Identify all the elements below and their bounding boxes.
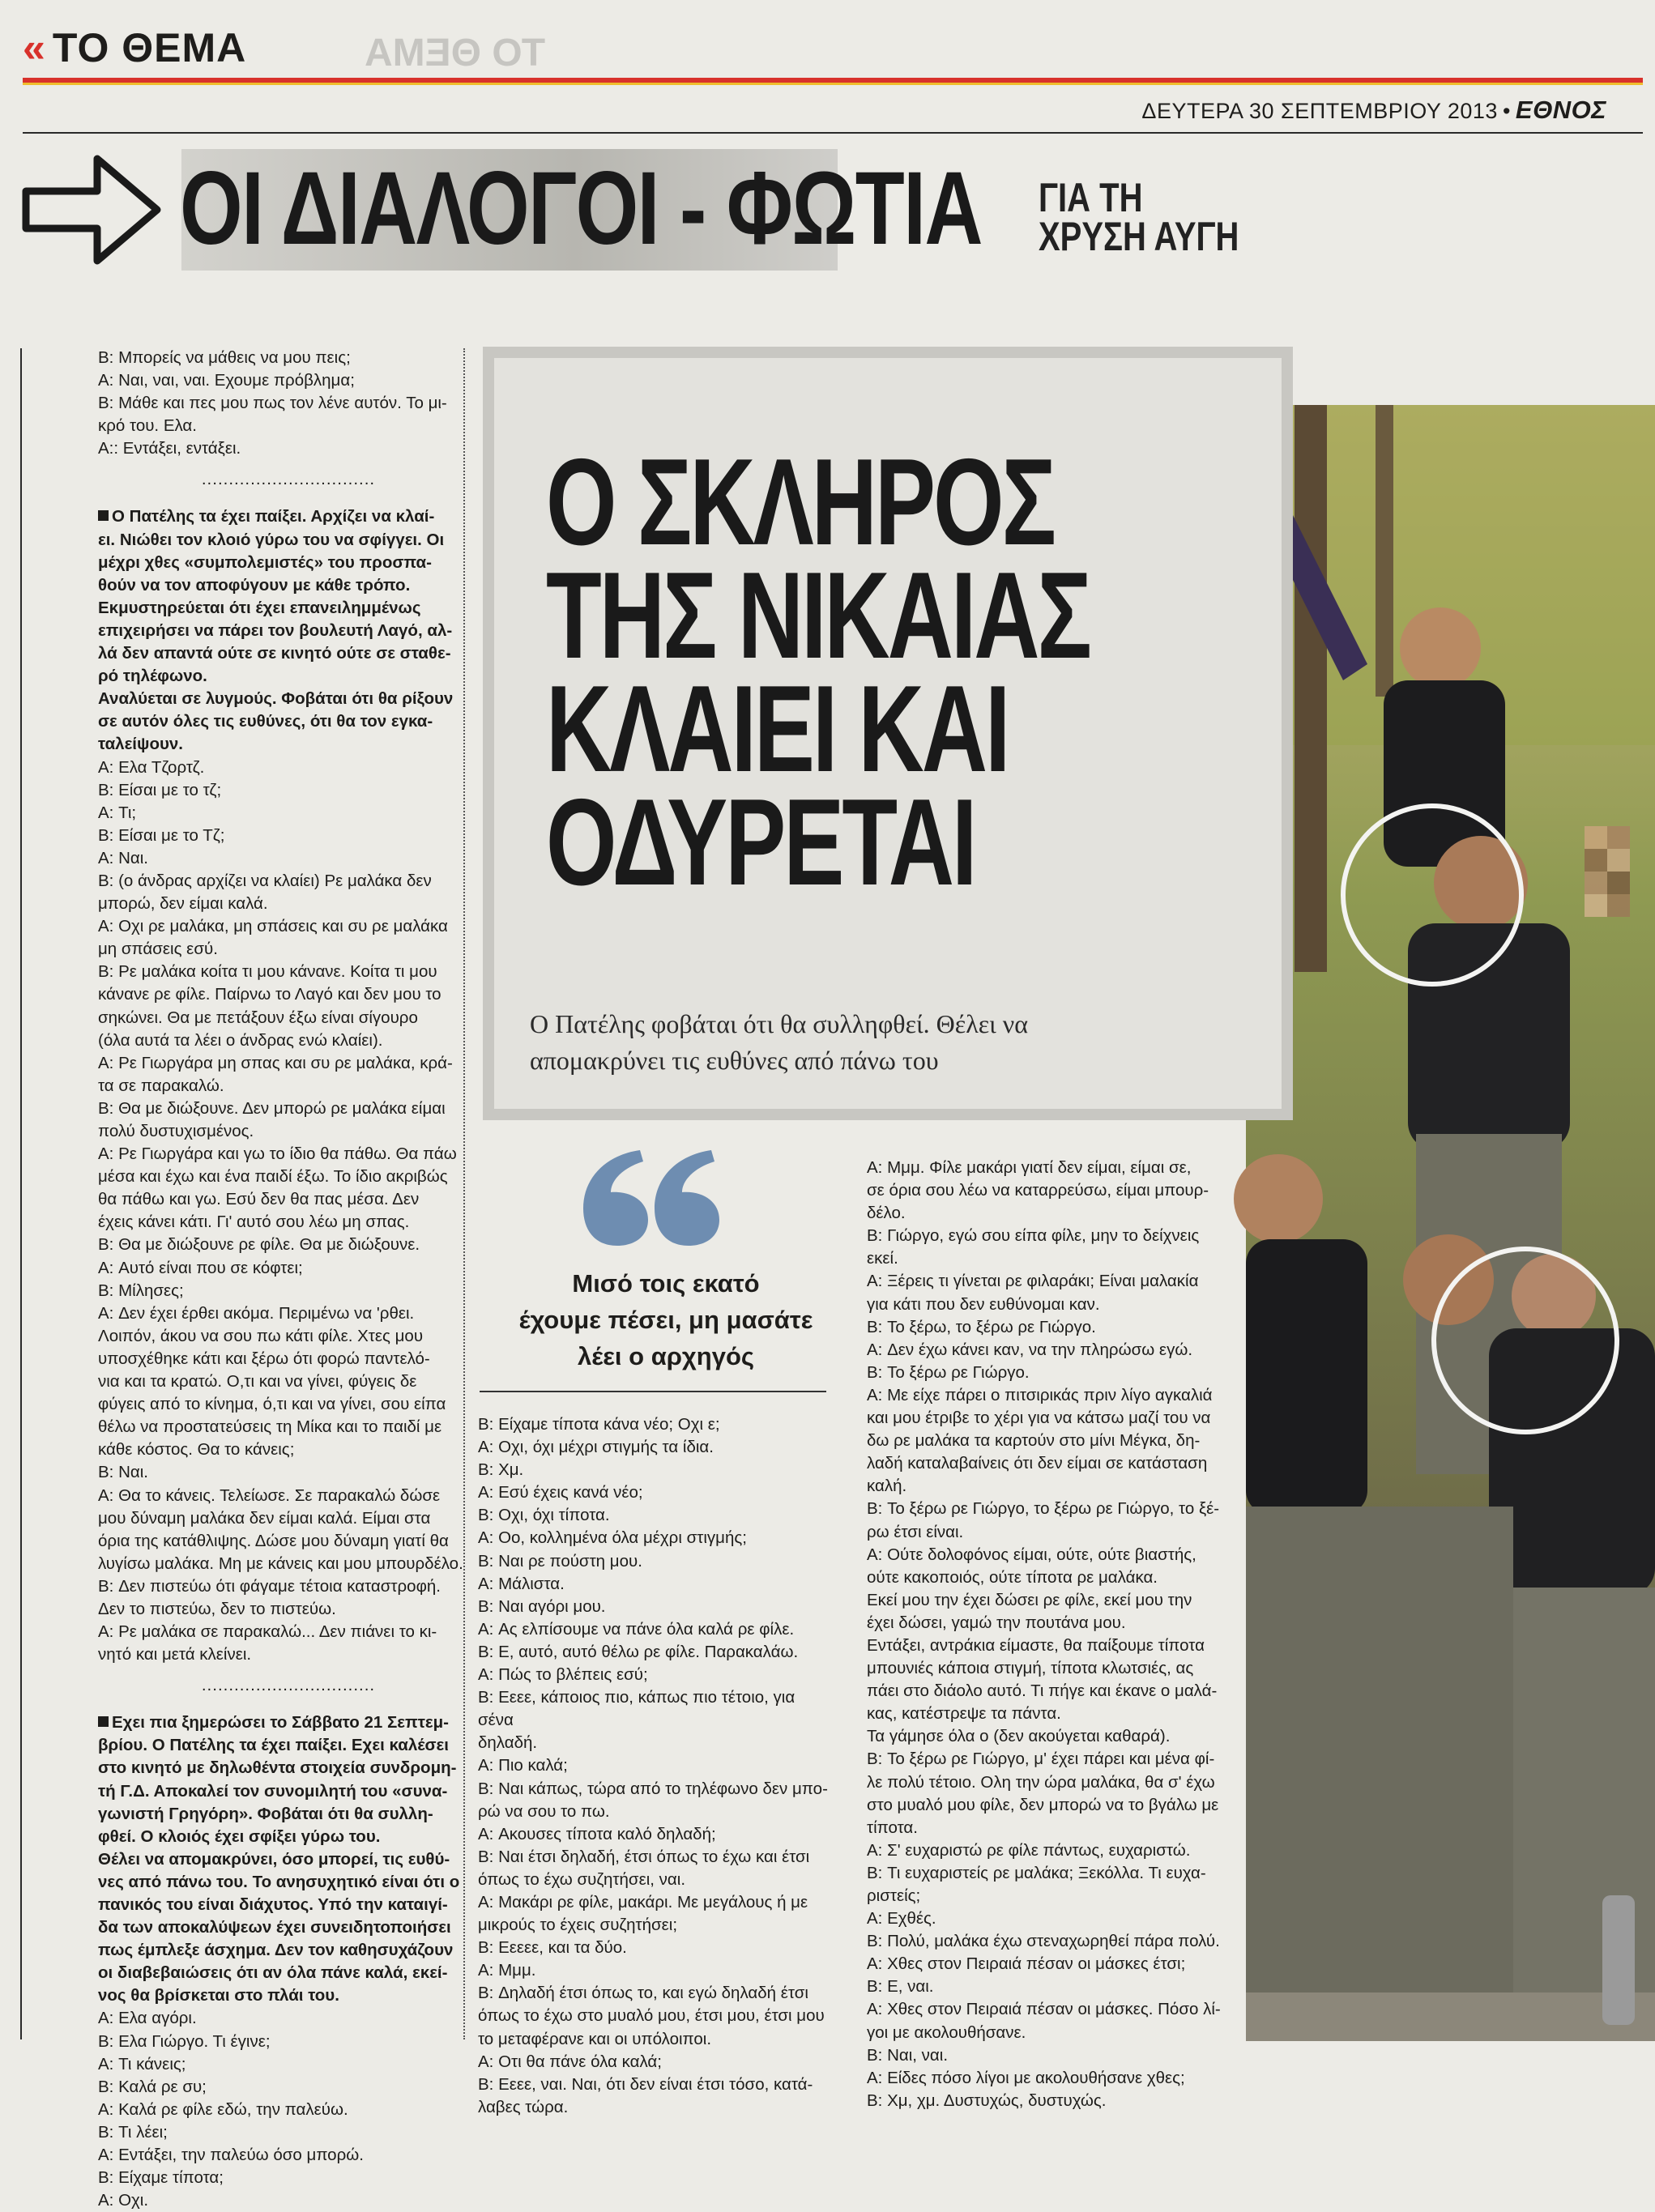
arrow-right-icon bbox=[19, 149, 165, 271]
dialogue-line: μπορώ, δεν είμαι καλά. bbox=[98, 894, 268, 914]
dialogue-line: A: Με είχε πάρει ο πιτσιρικάς πριν λίγο αγκαλιά bbox=[867, 1385, 1213, 1404]
dialogue-line: δω ρε μαλάκα τα καρτούν στο μίνι Μέγκα, δη- bbox=[867, 1431, 1201, 1451]
dialogue-line: B: Θα με διώξουνε. Δεν μπορώ ρε μαλάκα είμαι bbox=[98, 1098, 446, 1118]
dialogue-line: B: (ο άνδρας αρχίζει να κλαίει) Ρε μαλάκα δεν bbox=[98, 871, 432, 890]
narrative-line: πανικός του είναι διάχυτος. Υπό την καταιγί- bbox=[98, 1895, 448, 1914]
dialogue-line: B: Μάθε και πες μου πως τον λένε αυτόν. Το μι- bbox=[98, 394, 447, 413]
dialogue-line: γοι με ακολουθήσανε. bbox=[867, 2022, 1026, 2042]
dialogue-line: A: Μμμ. bbox=[478, 1961, 536, 1980]
pull-quote-line: έχουμε πέσει, μη μασάτε bbox=[518, 1306, 813, 1334]
dialogue-line: B: Είχαμε τίποτα κάνα νέο; Οχι ε; bbox=[478, 1415, 720, 1434]
headline bbox=[546, 433, 1090, 911]
dialogue-line: μέσα και έχω και ένα παιδί έξω. Το ίδιο ακριβώς bbox=[98, 1167, 448, 1187]
dialogue-line: B: Το ξέρω ρε Γιώργο, το ξέρω ρε Γιώργο, το ξέ- bbox=[867, 1499, 1220, 1519]
dialogue-line: κρό του. Ελα. bbox=[98, 416, 197, 436]
dialogue-line: λυγίσω μαλάκα. Μη με κάνεις και μου μπουρδέλο. bbox=[98, 1554, 463, 1573]
dialogue-line: B: Θα με διώξουνε ρε φίλε. Θα με διώξουνε. bbox=[98, 1235, 420, 1255]
dialogue-line: A: Οτι θα πάνε όλα καλά; bbox=[478, 2052, 662, 2071]
dialogue-line: δηλαδή. bbox=[478, 1733, 538, 1753]
narrative-line: βρίου. Ο Πατέλης τα έχει παίξει. Εχει καλέσει bbox=[98, 1736, 449, 1755]
narrative-line: δα των αποκαλύψεων έχει συνειδητοποιήσει bbox=[98, 1918, 451, 1937]
narrative-paragraph bbox=[98, 1711, 479, 2007]
quote-mark-icon bbox=[583, 1150, 721, 1247]
dialogue-line: B: Τι ευχαριστείς ρε μαλάκα; Ξεκόλλα. Τι ευχα- bbox=[867, 1863, 1206, 1882]
dialogue-line: A: Αυτό είναι που σε κόφτει; bbox=[98, 1258, 303, 1277]
dialogue-line: θέλω να προστατεύσεις τη Μίκα και το παιδί με bbox=[98, 1417, 442, 1437]
dialogue-line: (όλα αυτά τα λέει ο άνδρας ενώ κλαίει). bbox=[98, 1030, 383, 1050]
dialogue-line: A: Τι; bbox=[98, 803, 137, 822]
dialogue-line: B: Καλά ρε συ; bbox=[98, 2077, 207, 2096]
dialogue-line: B: Χμ. bbox=[478, 1460, 524, 1480]
bullet-square-icon bbox=[98, 1716, 109, 1727]
pull-quote-line: Μισό τοις εκατό bbox=[572, 1269, 760, 1298]
dialogue-line: πάει στο διάολο αυτό. Τι πήγε και έκανε ο μαλά- bbox=[867, 1681, 1218, 1701]
dialogue-line: B: Το ξέρω ρε Γιώργο. bbox=[867, 1362, 1030, 1382]
dialogue-line: μικρούς το έχεις συζητήσει; bbox=[478, 1916, 678, 1935]
dialogue-line: μπουνιές κάποια στιγμή, τίποτα κλωτσιές, ας bbox=[867, 1659, 1194, 1678]
dialogue-line: και μου έτριβε το χέρι για να κάτσω μαζί του να bbox=[867, 1409, 1211, 1428]
dialogue-line: A: Πώς το βλέπεις εσύ; bbox=[478, 1665, 648, 1685]
narrative-line: στο κινητό με δηλωθέντα στοιχεία συνδρομη- bbox=[98, 1758, 457, 1778]
narrative-line: ταλείψουν. bbox=[98, 735, 184, 754]
headline-box bbox=[483, 347, 1293, 1120]
dialogue-line: ούτε κακοποιός, ούτε τίποτα ρε μαλάκα. bbox=[867, 1567, 1158, 1587]
dialogue-line: A: Σ' ευχαριστώ ρε φίλε πάντως, ευχαριστώ. bbox=[867, 1840, 1191, 1860]
dialogue-line: όπως το έχω στο μυαλό μου, έτσι μου, έτσι μου bbox=[478, 2006, 825, 2026]
dialogue-line: έχεις κάνει κάτι. Γι' αυτό σου λέω μη σπας. bbox=[98, 1213, 410, 1232]
dialogue-line: B: Δεν πιστεύω ότι φάγαμε τέτοια καταστροφή. bbox=[98, 1576, 441, 1596]
dialogue-line: καλή. bbox=[867, 1477, 907, 1496]
dialogue-line: A: Θα το κάνεις. Τελείωσε. Σε παρακαλώ δώσε bbox=[98, 1485, 441, 1505]
dialogue-line: A: Δεν έχω κάνει καν, να την πληρώσω εγώ. bbox=[867, 1340, 1193, 1359]
section-subtitle bbox=[1039, 175, 1239, 259]
dialogue-line: A: Ακουσες τίποτα καλό δηλαδή; bbox=[478, 1824, 716, 1843]
dialogue-line: μου δύναμη μαλάκα δεν είμαι καλά. Είμαι στα bbox=[98, 1508, 431, 1528]
dotted-separator: ................................ bbox=[201, 470, 376, 489]
newspaper-brand: ΕΘΝΟΣ bbox=[1515, 96, 1606, 124]
dialogue-line: υποσχέθηκε κάτι και ξέρω ότι φορώ παντελό- bbox=[98, 1349, 430, 1368]
right-column bbox=[867, 1157, 1256, 2112]
dialogue-line: B: Δηλαδή έτσι όπως το, και εγώ δηλαδή έτσι bbox=[478, 1984, 808, 2003]
dialogue-line: ρώ να σου το πω. bbox=[478, 1801, 610, 1821]
pull-quote bbox=[496, 1265, 836, 1375]
dialogue-line: B: Ναι ρε πούστη μου. bbox=[478, 1551, 642, 1571]
dialogue-line: στο μυαλό μου φίλε, δεν μπορώ να το βγάλω με bbox=[867, 1795, 1219, 1814]
narrative-line: μέχρι χθες «συμπολεμιστές» του προσπα- bbox=[98, 552, 432, 572]
accent-stripe-yellow bbox=[23, 83, 1643, 85]
narrative-line: Ο Πατέλης τα έχει παίξει. Αρχίζει να κλαί- bbox=[112, 507, 435, 526]
narrative-line: λά δεν απαντά ούτε σε κινητό ούτε σε σταθε- bbox=[98, 644, 451, 663]
dialogue-line: B: Εεεε, κάποιος πιο, κάπως πιο τέτοιο, για σένα bbox=[478, 1688, 796, 1730]
dialogue-line: B: Είχαμε τίποτα; bbox=[98, 2168, 224, 2188]
dialogue-line: κάθε κόστος. Θα το κάνεις; bbox=[98, 1440, 295, 1460]
left-column-rule bbox=[20, 348, 22, 2039]
dialogue-line: B: Γιώργο, εγώ σου είπα φίλε, μην το δείχνεις bbox=[867, 1226, 1200, 1246]
dialogue-line: A: Ελα Τζορτζ. bbox=[98, 757, 205, 777]
headline-line: ΤΗΣ ΝΙΚΑΙΑΣ bbox=[546, 547, 1090, 684]
narrative-line: Εκμυστηρεύεται ότι έχει επανειλημμένως bbox=[98, 598, 421, 617]
left-column bbox=[98, 347, 479, 2212]
dialogue-line: A: Ελα αγόρι. bbox=[98, 2009, 197, 2028]
dialogue-line: A: Ναι, ναι, ναι. Εχουμε πρόβλημα; bbox=[98, 371, 355, 390]
dialogue-line: B: Ναι. bbox=[98, 1463, 148, 1482]
narrative-line: τή Γ.Δ. Αποκαλεί τον συνομιλητή του «συνα- bbox=[98, 1781, 448, 1801]
dialogue-line: εκεί. bbox=[867, 1249, 898, 1268]
center-column bbox=[478, 1413, 830, 2119]
narrative-line: ρό τηλέφωνο. bbox=[98, 667, 207, 686]
section-title: ΟΙ ΔΙΑΛΟΓΟΙ - ΦΩΤΙΑ bbox=[180, 151, 982, 266]
dialogue-line: το μεταφέρανε και οι υπόλοιποι. bbox=[478, 2029, 712, 2048]
dialogue-line: B: Είσαι με το τζ; bbox=[98, 780, 222, 799]
dialogue-line: B: Οχι, όχι τίποτα. bbox=[478, 1506, 610, 1525]
dialogue-line: B: Ναι αγόρι μου. bbox=[478, 1596, 606, 1616]
dialogue-line: A: Τι κάνεις; bbox=[98, 2054, 186, 2073]
dialogue-line: κας, κατέστρεψε τα πάντα. bbox=[867, 1704, 1061, 1724]
dialogue-line: τίποτα. bbox=[867, 1818, 918, 1837]
dialogue-line: A:: Εντάξει, εντάξει. bbox=[98, 439, 241, 458]
headline-line: ΚΛΑΙΕΙ ΚΑΙ bbox=[546, 660, 1009, 798]
dialogue-line: Δεν το πιστεύω, δεν το πιστεύω. bbox=[98, 1599, 336, 1618]
dialogue-line: A: Ξέρεις τι γίνεται ρε φιλαράκι; Είναι μαλακία bbox=[867, 1272, 1199, 1291]
dialogue-block bbox=[98, 2007, 479, 2212]
dialogue-line: A: Δεν έχει έρθει ακόμα. Περιμένω να 'ρθει. bbox=[98, 1303, 415, 1323]
masthead-rule bbox=[23, 132, 1643, 134]
dialogue-line: B: Το ξέρω ρε Γιώργο, μ' έχει πάρει και μένα φί- bbox=[867, 1750, 1215, 1769]
dialogue-line: Τα γάμησε όλα ο (δεν ακούγεται καθαρά). bbox=[867, 1727, 1171, 1746]
dialogue-line: A: Μμμ. Φίλε μακάρι γιατί δεν είμαι, είμαι σε, bbox=[867, 1158, 1192, 1177]
dialogue-line: A: Χθες στον Πειραιά πέσαν οι μάσκες. Πόσο λί- bbox=[867, 2000, 1221, 2019]
narrative-line: οι διαβεβαιώσεις ότι αν όλα πάνε καλά, εκεί- bbox=[98, 1963, 448, 1983]
dialogue-line: θα πάθω και γω. Εσύ δεν θα πας μέσα. Δεν bbox=[98, 1190, 420, 1209]
narrative-line: σε αυτόν όλες τις ευθύνες, ότι θα τον εγκα- bbox=[98, 712, 433, 731]
dialogue-line: A: Είδες πόσο λίγοι με ακολουθήσανε χθες; bbox=[867, 2068, 1185, 2087]
narrative-line: Αναλύεται σε λυγμούς. Φοβάται ότι θα ρίξουν bbox=[98, 689, 454, 709]
dialogue-line: A: Ούτε δολοφόνος είμαι, ούτε, ούτε βιαστής, bbox=[867, 1545, 1196, 1564]
dialogue-line: όρια της κατάθλιψης. Δώσε μου δύναμη γιατί θα bbox=[98, 1531, 449, 1550]
dialogue-line: δέλο. bbox=[867, 1204, 906, 1223]
dialogue-line: μη σπάσεις εσύ. bbox=[98, 940, 218, 959]
issue-date: ΔΕΥΤΕΡΑ 30 ΣΕΠΤΕΜΒΡΙΟΥ 2013 bbox=[1141, 99, 1498, 123]
standfirst-line: απομακρύνει τις ευθύνες από πάνω του bbox=[530, 1046, 939, 1075]
dialogue-line: A: Εντάξει, την παλεύω όσο μπορώ. bbox=[98, 2146, 364, 2165]
dialogue-line: B: Εεεεε, και τα δύο. bbox=[478, 1938, 627, 1958]
dialogue-line: B: Ε, ναι. bbox=[867, 1977, 934, 1997]
headline-line: Ο ΣΚΛΗΡΟΣ bbox=[546, 433, 1055, 571]
dialogue-line: A: Μακάρι ρε φίλε, μακάρι. Με μεγάλους ή με bbox=[478, 1892, 808, 1912]
dialogue-line: A: Ας ελπίσουμε να πάνε όλα καλά ρε φίλε. bbox=[478, 1619, 795, 1639]
section-header bbox=[19, 143, 1316, 280]
dialogue-block bbox=[98, 757, 479, 1667]
dialogue-line: B: Ναι έτσι δηλαδή, έτσι όπως το έχω και έτσι bbox=[478, 1847, 810, 1866]
narrative-line: πως έμπλεξε άσχημα. Δεν τον καθησυχάζουν bbox=[98, 1941, 454, 1960]
dialogue-line: σε όρια σου λέω να καταρρεύσω, είμαι μπουρ- bbox=[867, 1181, 1209, 1200]
dialogue-line: πολύ δυστυχισμένος. bbox=[98, 1122, 254, 1140]
pull-quote-line: λέει ο αρχηγός bbox=[577, 1342, 755, 1370]
section-kicker bbox=[23, 24, 246, 71]
dialogue-line: λε πολύ τέτοιο. Ολη την ώρα μαλάκα, θα σ' έχω bbox=[867, 1772, 1215, 1792]
narrative-line: Εχει πια ξημερώσει το Σάββατο 21 Σεπτεμ- bbox=[112, 1713, 449, 1733]
dialogue-line: B: Πολύ, μαλάκα έχω στεναχωρηθεί πάρα πολύ. bbox=[867, 1932, 1220, 1951]
dialogue-line: Λοιπόν, άκου να σου πω κάτι φίλε. Χτες μου bbox=[98, 1326, 424, 1345]
dialogue-line: B: Χμ, χμ. Δυστυχώς, δυστυχώς. bbox=[867, 2091, 1107, 2110]
dialogue-line: A: Εσύ έχεις κανά νέο; bbox=[478, 1483, 643, 1502]
dialogue-line: σηκώνει. Θα με πετάξουν έξω είναι σίγουρο bbox=[98, 1008, 418, 1027]
narrative-line: θούν να τον αποφύγουν με κάθε τρόπο. bbox=[98, 575, 411, 595]
kicker-show-through: ΤΟ ΘΕΜΑ bbox=[365, 32, 546, 75]
dialogue-line: A: Οχι. bbox=[98, 2191, 149, 2210]
dialogue-line: νια και τα κρατώ. Ο,τι και να γίνει, φύγεις δε bbox=[98, 1372, 417, 1392]
dialogue-line: Εντάξει, αντράκια είμαστε, θα παίξουμε τίποτα bbox=[867, 1635, 1205, 1655]
narrative-line: Θέλει να απομακρύνει, όσο μπορεί, τις ευθύ- bbox=[98, 1849, 450, 1869]
narrative-line: γωνιστή Γρηγόρη». Φοβάται ότι θα συλλη- bbox=[98, 1804, 433, 1823]
dialogue-line: A: Εχθές. bbox=[867, 1909, 936, 1929]
dialogue-line: έχει δώσει, γαμώ την πουτάνα μου. bbox=[867, 1613, 1126, 1632]
group-photo-illustration bbox=[1246, 405, 1655, 2041]
narrative-line: ει. Νιώθει τον κλοιό γύρω του να σφίγγει. Οι bbox=[98, 530, 445, 549]
dialogue-line: B: Μίλησες; bbox=[98, 1281, 184, 1300]
dateline bbox=[1141, 96, 1606, 125]
headline-line: ΟΔΥΡΕΤΑΙ bbox=[546, 774, 975, 911]
dialogue-line: φύγεις από το κίνημα, ό,τι και να γίνει, σου είπα bbox=[98, 1395, 446, 1414]
narrative-line: επιχειρήσει να πάρει τον βουλευτή Λαγό, αλ- bbox=[98, 620, 453, 640]
standfirst bbox=[530, 1006, 1259, 1079]
dialogue-line: B: Είσαι με το Τζ; bbox=[98, 825, 225, 845]
section-subtitle-line1: ΓΙΑ ΤΗ bbox=[1039, 175, 1143, 220]
pull-quote-rule bbox=[480, 1391, 826, 1392]
dialogue-line: A: Οχι, όχι μέχρι στιγμής τα ίδια. bbox=[478, 1438, 714, 1457]
dialogue-line: B: Ναι, ναι. bbox=[867, 2045, 949, 2065]
dialogue-line: B: Τι λέει; bbox=[98, 2122, 168, 2142]
dialogue-line: A: Οχι ρε μαλάκα, μη σπάσεις και συ ρε μαλάκα bbox=[98, 917, 448, 936]
standfirst-line: Ο Πατέλης φοβάται ότι θα συλληφθεί. Θέλει να bbox=[530, 1009, 1028, 1038]
dialogue-line: A: Ρε μαλάκα σε παρακαλώ... Δεν πιάνει το κι- bbox=[98, 1622, 437, 1642]
dialogue-line: B: Ναι κάπως, τώρα από το τηλέφωνο δεν μπο- bbox=[478, 1779, 828, 1798]
narrative-paragraph bbox=[98, 505, 479, 756]
dialogue-line: ριστείς; bbox=[867, 1886, 921, 1905]
dialogue-line: ρω έτσι είναι. bbox=[867, 1522, 964, 1541]
dialogue-line: Εκεί μου την έχει δώσει ρε φίλε, εκεί μου την bbox=[867, 1590, 1192, 1609]
dialogue-line: A: Οο, κολλημένα όλα μέχρι στιγμής; bbox=[478, 1528, 747, 1548]
dialogue-line: λαδή καταλαβαίνεις ότι δεν είμαι σε κατάσταση bbox=[867, 1454, 1208, 1473]
dotted-separator: ................................ bbox=[201, 1676, 376, 1695]
dialogue-intro bbox=[98, 347, 479, 460]
masthead bbox=[0, 0, 1655, 142]
chevron-double-icon: « bbox=[23, 25, 46, 70]
bullet-square-icon bbox=[98, 510, 109, 521]
dialogue-line: A: Πιο καλά; bbox=[478, 1756, 568, 1775]
dialogue-line: τα σε παρακαλώ. bbox=[98, 1076, 224, 1095]
dialogue-line: A: Ρε Γιωργάρα μη σπας και συ ρε μαλάκα, κρά- bbox=[98, 1053, 453, 1072]
section-subtitle-line2: ΧΡΥΣΗ ΑΥΓΗ bbox=[1039, 214, 1239, 259]
dialogue-line: νητό και μετά κλείνει. bbox=[98, 1645, 252, 1664]
dialogue-line: για κάτι που δεν ευθύνομαι καν. bbox=[867, 1294, 1100, 1314]
dialogue-line: B: Ε, αυτό, αυτό θέλω ρε φίλε. Παρακαλάω. bbox=[478, 1642, 799, 1661]
narrative-line: νος θα βρίσκεται στο πλάι του. bbox=[98, 1986, 339, 2005]
dialogue-line: A: Χθες στον Πειραιά πέσαν οι μάσκες έτσι; bbox=[867, 1954, 1186, 1974]
dialogue-line: B: Το ξέρω, το ξέρω ρε Γιώργο. bbox=[867, 1317, 1096, 1336]
dialogue-line: όπως το έχω συζητήσει, ναι. bbox=[478, 1869, 686, 1889]
narrative-line: νες από πάνω του. Το ανησυχητικό είναι ότι ο bbox=[98, 1872, 460, 1891]
dialogue-line: A: Ρε Γιωργάρα και γω το ίδιο θα πάθω. Θα πάω bbox=[98, 1144, 457, 1164]
dialogue-line: A: Καλά ρε φίλε εδώ, την παλεύω. bbox=[98, 2099, 348, 2119]
dialogue-line: A: Ναι. bbox=[98, 848, 148, 867]
article-photo bbox=[1246, 405, 1655, 2041]
dialogue-line: A: Μάλιστα. bbox=[478, 1574, 565, 1593]
dateline-bullet: • bbox=[1502, 99, 1511, 123]
dialogue-line: B: Μπορείς να μάθεις να μου πεις; bbox=[98, 348, 351, 367]
dialogue-line: λαβες τώρα. bbox=[478, 2097, 569, 2116]
section-kicker-label: ΤΟ ΘΕΜΑ bbox=[52, 25, 247, 70]
dialogue-line: B: Εεεε, ναι. Ναι, ότι δεν είναι έτσι τόσο, κατά- bbox=[478, 2074, 813, 2094]
dialogue-line: B: Ρε μαλάκα κοίτα τι μου κάνανε. Κοίτα τι μου bbox=[98, 962, 437, 982]
dialogue-line: κάνανε ρε φίλε. Παίρνω το Λαγό και δεν μου το bbox=[98, 985, 441, 1004]
narrative-line: φθεί. Ο κλοιός έχει σφίξει γύρω του. bbox=[98, 1826, 381, 1846]
dialogue-line: B: Ελα Γιώργο. Τι έγινε; bbox=[98, 2031, 271, 2051]
